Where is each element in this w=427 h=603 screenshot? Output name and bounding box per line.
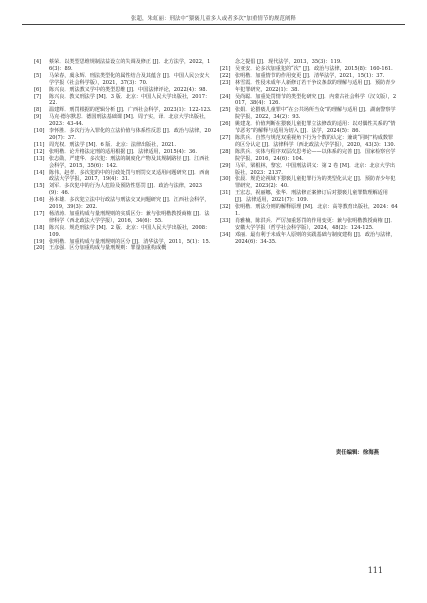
reference-entry [220, 73, 398, 80]
reference-entry [220, 190, 398, 204]
reference-text: 孙本雄．多次犯立法中行政法与刑法交叉问题研究 [J]．江西社会科学，2019，39(3)：202. [49, 197, 210, 211]
reference-text: 吴尚聪．加重处罚情节的类型化研究 [J]．内蒙古社会科学（汉文版），2017，38(4)：126. [235, 93, 397, 107]
reference-number: [4] [34, 59, 42, 65]
reference-entry [34, 225, 212, 239]
reference-text: 陈洪兵．自然与规范双重视角下行为个数的认定：兼谈“同时”构成数罪的区分认定 [J]．法律科学（西北政法大学学报），2020，43(3)：130. [235, 134, 396, 148]
reference-text: 周光权．刑法学 [M]．6 版．北京：法律出版社，2021. [49, 141, 177, 148]
reference-number: [30] [220, 176, 231, 183]
references-right-column [220, 59, 398, 245]
reference-text: 马军，梁根林，黎宏．中国刑法讲义：第 2 卷 [M]．北京：北京大学出版社，2023：2137. [235, 162, 395, 176]
reference-entry [34, 149, 212, 156]
reference-entry [34, 170, 212, 184]
page-number: 111 [367, 566, 383, 575]
reference-entry [220, 135, 398, 149]
responsible-editor: 责任编辑：徐海燕 [335, 450, 379, 456]
reference-number: [24] [220, 93, 231, 100]
reference-entry [220, 232, 398, 246]
reference-entry [34, 156, 212, 170]
reference-text: 蔡荣．以类型思维规制法益设立的失调及修正 [J]．北方法学，2022，16(3)：89. [49, 59, 211, 72]
reference-text: 吴亚安．论多次加重犯的“次” [J]．政治与法律，2015(8)：160-161. [235, 65, 393, 72]
reference-number: [29] [220, 162, 231, 169]
reference-entry [220, 204, 398, 218]
reference-text: 张明楷．加重情节的作用变更 [J]．清华法学，2021，15(1)：37. [235, 72, 385, 79]
reference-entry [220, 94, 398, 108]
reference-entry [34, 114, 212, 128]
reference-number: [5] [34, 72, 42, 79]
reference-entry [34, 128, 212, 142]
reference-entry [34, 59, 212, 73]
reference-number: [25] [220, 107, 231, 114]
reference-text: 林雪霞．性侵未成年人新修订若干争议条款的理解与适用 [J]．预防青少年犯罪研究，2022(1)：38. [235, 79, 396, 93]
reference-entry [34, 87, 212, 94]
reference-number: [13] [34, 155, 45, 162]
reference-text: 姚建龙．价值判断在猥亵儿童犯罪立法修改的适用：以对偶性关系的“情节恶劣”的解释与适用为切入 [J]．法学，2024(5)：86. [235, 121, 396, 135]
reference-number: [21] [220, 65, 231, 72]
reference-entry [220, 80, 398, 94]
reference-number: [20] [34, 245, 45, 252]
reference-number: [32] [220, 204, 231, 211]
reference-entry [34, 142, 212, 149]
reference-text: 马荣春，虞永辉．刑法类型化的属性结合及其蕴含 [J]．中国人民公安大学学报（社会科学版），2021，37(3)：70. [49, 72, 210, 86]
reference-number: [16] [34, 197, 45, 204]
reference-number: [27] [220, 134, 231, 141]
reference-entry [220, 163, 398, 177]
reference-entry [34, 245, 212, 252]
reference-number: [33] [220, 217, 231, 224]
reference-number: [17] [34, 210, 45, 217]
reference-number: [7] [34, 93, 42, 100]
reference-number: [18] [34, 224, 45, 231]
header-rule [22, 24, 405, 25]
reference-number: [22] [220, 72, 231, 79]
reference-number: [8] [34, 107, 42, 114]
reference-entry [220, 107, 398, 121]
reference-number: [34] [220, 231, 231, 238]
reference-entry [220, 149, 398, 163]
reference-text: 李怀胜．多次行为入罪化的立法价值与体系性反思 [J]．政治与法律，2020(7)：37. [49, 128, 211, 141]
reference-number: [31] [220, 190, 231, 197]
reference-text: 张晨．规范论视域下猥亵儿童犯罪行为的类型化认定 [J]．预防青少年犯罪研究，2023(2)：40. [235, 176, 396, 190]
reference-number: [19] [34, 238, 45, 245]
reference-text: 刘军．多次犯中的行为人危险及预防性惩罚 [J]．政治与法律，2023(9)：46. [49, 183, 203, 197]
reference-continuation: 念之提倡 [J]．现代法学，2013，35(3)：119. [235, 59, 342, 65]
reference-text: 陈伟，赵孝．多次犯的中的行政处罚与刑罚交叉适用问题研究 [J]．西南政法大学学报，2017，19(4)：31. [49, 169, 210, 183]
reference-text: 杨清涛．加重构成与量刑规则的实质区分：兼与张明楷教授商榷 [J]．法律科学（西北政法大学学报），2016，34(6)：55. [49, 210, 210, 224]
reference-entry [220, 121, 398, 135]
reference-number: [9] [34, 114, 42, 121]
reference-number: [14] [34, 169, 45, 176]
reference-entry [34, 183, 212, 197]
reference-entry [220, 66, 398, 73]
reference-entry [34, 211, 212, 225]
reference-text: 张明楷．刑法分则的解释原理 [M]．北京：高等教育出版社，2024：641. [235, 204, 398, 217]
reference-number: [10] [34, 128, 45, 135]
reference-text: 陈兴良．教义刑法学 [M]．3 版．北京：中国人民大学出版社，2017：22. [49, 93, 211, 107]
reference-text: 温建辉．刑罚根据的逻辑分析 [J]．广西社会科学，2023(1)：122-123. [49, 107, 212, 114]
references-left-column [34, 59, 212, 252]
reference-text: 马克·德尔默思．德国刑法基础课 [M]．周子实，译．北京大学出版社，2023：43-44. [49, 114, 210, 128]
reference-text: 张志勋，严建华．多次犯：刑法的制度化产物及其规制路径 [J]．江西社会科学，2015，35(6)：142. [49, 155, 210, 169]
reference-number: [26] [220, 121, 231, 128]
running-header: 张超，朱虹丽：刑法中“猥亵儿童多人或者多次”加重情节的规范阐释 [131, 16, 296, 22]
reference-text: 张明楷．论升格法定刑的适用根据 [J]．法律适用，2015(4)：36. [49, 148, 197, 155]
reference-text: 张明楷．加重构成与量刑规则的区分 [J]．清华法学，2011，5(1)：15. [49, 238, 211, 245]
reference-number: [12] [34, 148, 45, 155]
reference-text: 肖雅楠，陈洪兵．严厉加重惩罚的作用变更：兼与张明楷教授商榷 [J]．安徽大学学报（哲学社会科学版），2024，48(2)：124-125. [235, 217, 396, 231]
reference-number: [6] [34, 86, 42, 93]
reference-number: [23] [220, 79, 231, 86]
reference-text: 陈兴良．规范刑法学 [M]．2 版．北京：中国人民大学出版社，2008：109. [49, 224, 211, 238]
reference-text: 陈洪兵．实体与程序双层次思考论——以体系的完善 [J]．国家检察官学院学报，2016，24(6)：104. [235, 148, 396, 162]
reference-entry [220, 218, 398, 232]
reference-number: [11] [34, 141, 45, 148]
reference-text: 陈兴良．刑法教义学中的类型思维 [J]．中国法律评论，2022(4)：98. [49, 86, 208, 93]
reference-text: 张娟．论猥亵儿童罪中“在公共场所当众”的理解与适用 [J]．湖南警察学院学报，2022，34(2)：93. [235, 107, 396, 121]
reference-entry [34, 197, 212, 211]
reference-number: [28] [220, 148, 231, 155]
reference-text: 王彦强．区分加重构成与量刑规则：罪量加重构成概 [49, 245, 167, 252]
reference-entry [34, 73, 212, 87]
reference-number: [15] [34, 183, 45, 190]
reference-entry [34, 94, 212, 108]
reference-entry [220, 176, 398, 190]
reference-text: 邓丽．最有利于未成年人原则的实践基础与制度建构 [J]．政治与法律，2024(6)：34-35. [235, 231, 396, 245]
reference-text: 王宏志，祝丽娜，张华．刑法修正案修订后对猥亵儿童罪数理解适用 [J]．法律适用，2021(7)：109. [235, 190, 388, 204]
